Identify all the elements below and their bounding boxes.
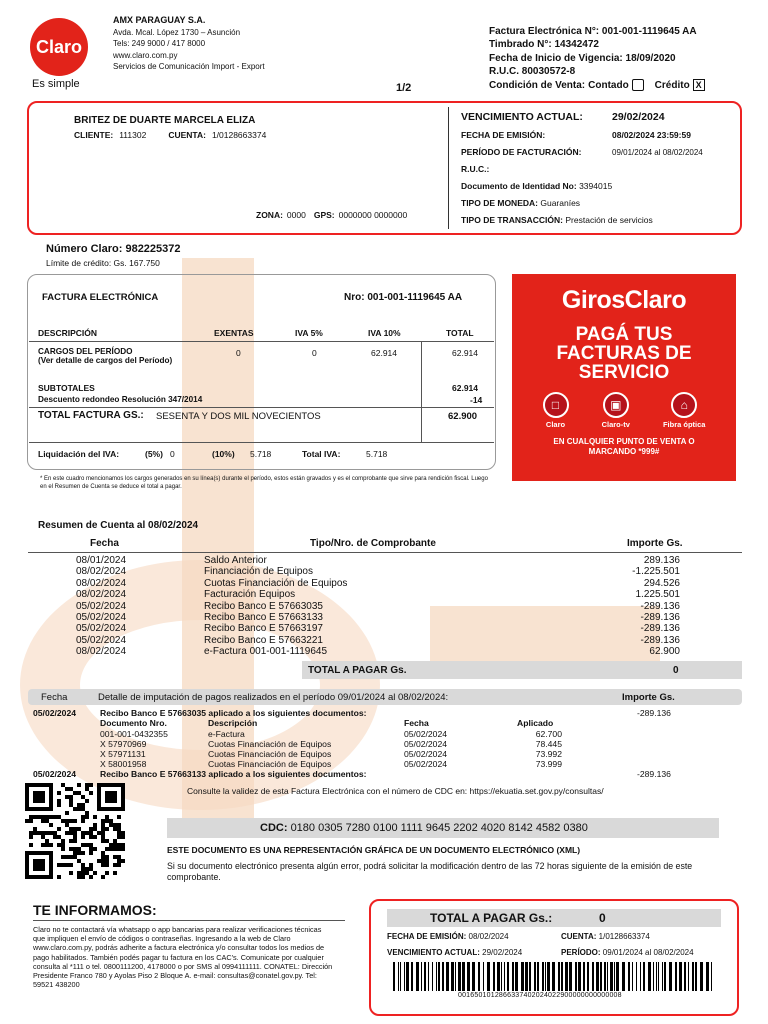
col-iva5: IVA 5% <box>295 328 323 338</box>
detalle-row <box>100 729 562 739</box>
detalle-row <box>100 739 562 749</box>
resumen-fecha: 08/02/2024 <box>76 577 127 589</box>
logo-text: Claro <box>35 36 82 57</box>
col-iva10: IVA 10% <box>368 328 401 338</box>
vencimiento-value: 29/02/2024 <box>612 111 665 123</box>
detalle-table <box>100 729 562 769</box>
ruc-label: R.U.C.: <box>461 164 490 174</box>
resumen-header-tipo: Tipo/Nro. de Comprobante <box>310 538 436 549</box>
detalle-row <box>100 759 562 769</box>
resumen-row <box>76 566 680 577</box>
detalle-r1-desc: Recibo Banco E 57663035 aplicado a los siguientes documentos: <box>100 708 367 718</box>
resumen-tipo: Recibo Banco E 57663221 <box>204 634 323 646</box>
factura-nro: Nro: 001-001-1119645 AA <box>344 292 463 303</box>
zona-value: 0000 <box>286 210 306 220</box>
resumen-row <box>76 646 680 657</box>
resumen-fecha: 05/02/2024 <box>76 612 127 624</box>
ad-brand: GirosClaro <box>561 286 687 314</box>
col-total: TOTAL <box>446 328 474 338</box>
resumen-row <box>76 623 680 634</box>
det-sub-aplicado: Aplicado <box>517 718 554 728</box>
resumen-tipo: Saldo Anterior <box>204 555 267 566</box>
factura-vline <box>421 341 422 442</box>
ad-headline-3: SERVICIO <box>578 362 670 383</box>
detalle-doc: X 57971131 <box>100 749 146 759</box>
descuento-label: Descuento redondeo Resolución 347/2014 <box>38 395 203 404</box>
resumen-fecha: 08/02/2024 <box>76 589 127 601</box>
customer-name: BRITEZ DE DUARTE MARCELA ELIZA <box>74 115 256 126</box>
det-sub-fecha: Fecha <box>404 718 429 728</box>
resumen-importe: -289.136 <box>640 600 680 612</box>
detalle-desc: e-Factura <box>208 729 245 739</box>
cargos-iva5: 0 <box>312 348 317 358</box>
resumen-fecha: 08/02/2024 <box>76 646 127 658</box>
detalle-title: Detalle de imputación de pagos realizados en el período 09/01/2024 al 08/02/2024: <box>98 692 449 703</box>
resumen-importe: 62.900 <box>649 646 680 658</box>
resumen-importe: -1.225.501 <box>632 566 680 578</box>
detalle-row <box>100 749 562 759</box>
subtotales-value: 62.914 <box>452 383 478 393</box>
detalle-r2-desc: Recibo Banco E 57663133 aplicado a los siguientes documentos: <box>100 769 367 779</box>
resumen-fecha: 08/01/2024 <box>76 555 127 566</box>
cargos-iva10: 62.914 <box>371 348 397 358</box>
moneda-value: Guaraníes <box>540 198 581 208</box>
transaccion-label: TIPO DE TRANSACCIÓN: <box>461 215 563 225</box>
informamos-body: Claro no te contactará vía whatsapp o app bancarias para realizar verificaciones técnicas que impliquen el envío de códigos o contraseñas. Ingresando a la web de Claro www.claro.com.py, podrás adherite a factura electrónica y/o consultar todos los medios de pago habilitados. También podés pagar tu factura en los CAC's. Comunicate por cualquier consulta al *111 o tel. 0800111200, 4178000 o por SMS al 0994111111. CONATEL: Dirección Presidente Franco 780 y Ayolas Piso 2 Bloque A. e-mail: consultas@conatel.gov.py. Tel: 59521 438200 <box>33 925 333 990</box>
stub-periodo-label: PERÍODO: <box>561 948 601 957</box>
cdc-consult: Consulte la validez de esta Factura Electrónica con el número de CDC en: https://ekuatia.set.gov.py/consultas/ <box>187 786 604 796</box>
liq5-value: 0 <box>170 449 175 459</box>
detalle-aplicado: 73.999 <box>535 759 562 769</box>
detalle-doc: 001-001-0432355 <box>100 729 168 739</box>
doc-label: Documento de Identidad No: <box>461 181 577 191</box>
timbrado: Timbrado N°: 14342472 <box>489 39 599 51</box>
zona-label: ZONA: <box>256 210 283 220</box>
emision-value: 08/02/2024 23:59:59 <box>612 130 691 140</box>
total-factura-words: SESENTA Y DOS MIL NOVECIENTOS <box>156 411 321 422</box>
resumen-tipo: Facturación Equipos <box>204 589 296 601</box>
resumen-hline <box>28 552 742 553</box>
resumen-row <box>76 635 680 646</box>
logo-tagline: Es simple <box>32 78 80 90</box>
resumen-row <box>76 589 680 600</box>
condicion-label: Condición de Venta: <box>489 79 586 91</box>
company-ruc: R.U.C. 80030572-8 <box>489 66 576 78</box>
ad-icon-label-claro: Claro <box>545 420 566 429</box>
resumen-tipo: Recibo Banco E 57663133 <box>204 612 323 624</box>
gps-value: 0000000 0000000 <box>338 210 408 220</box>
cargos-total: 62.914 <box>452 348 478 358</box>
cliente-label: CLIENTE: <box>74 130 114 140</box>
stub-total-label: TOTAL A PAGAR Gs.: <box>430 911 553 925</box>
cargos-sub: (Ver detalle de cargos del Período) <box>38 356 173 365</box>
ad-footer-2: MARCANDO *999# <box>588 447 660 456</box>
factura-hline-top <box>29 341 494 342</box>
detalle-header-fecha: Fecha <box>41 692 68 703</box>
cuenta-value: 1/0128663374 <box>211 130 267 140</box>
periodo-label: PERÍODO DE FACTURACIÓN: <box>461 147 582 157</box>
totaliva-label: Total IVA: <box>302 449 341 459</box>
gps-label: GPS: <box>313 210 335 220</box>
invoice-number: Factura Electrónica N°: 001-001-1119645 AA <box>489 26 697 37</box>
ad-icon-label-tv: Claro-tv <box>601 420 630 429</box>
resumen-tipo: Financiación de Equipos <box>204 566 313 578</box>
col-exentas: EXENTAS <box>214 328 254 338</box>
ad-footer-1: EN CUALQUIER PUNTO DE VENTA O <box>553 437 695 446</box>
detalle-doc: X 58001958 <box>100 759 147 769</box>
stub-cuenta-value: 1/0128663374 <box>598 932 650 941</box>
stub-cuenta-label: CUENTA: <box>561 932 597 941</box>
resumen-header-fecha: Fecha <box>90 538 119 549</box>
emision-label: FECHA DE EMISIÓN: <box>461 130 546 140</box>
footnote: * En este cuadro mencionamos los cargos generados en su línea(s) durante el período, estos están gravados y es el comprobante que sirve para rendición fiscal. Luego en el Resumen de Cuenta se deduce el total a pagar. <box>40 476 488 490</box>
detalle-desc: Cuotas Financiación de Equipos <box>208 739 332 749</box>
resumen-importe: 289.136 <box>643 555 680 566</box>
subtotales-label: SUBTOTALES <box>38 383 95 393</box>
total-factura-label: TOTAL FACTURA GS.: <box>38 410 144 421</box>
det-sub-desc: Descripción <box>208 718 258 728</box>
cargos-label: CARGOS DEL PERÍODO <box>38 347 133 356</box>
transaccion-value: Prestación de servicios <box>565 215 653 225</box>
page-number: 1/2 <box>396 82 412 94</box>
informamos-line <box>33 920 345 921</box>
moneda-label: TIPO DE MONEDA: <box>461 198 538 208</box>
stub-venc-value: 29/02/2024 <box>482 948 523 957</box>
resumen-importe: 1.225.501 <box>635 589 680 601</box>
resumen-total-value: 0 <box>673 665 679 676</box>
det-sub-doc: Documento Nro. <box>100 718 167 728</box>
company-web: www.claro.com.py <box>113 50 178 60</box>
stub-periodo-value: 09/01/2024 al 08/02/2024 <box>602 948 694 957</box>
company-address: Avda. Mcal. López 1730 – Asunción <box>113 27 241 37</box>
resumen-fecha: 05/02/2024 <box>76 623 127 635</box>
factura-title: FACTURA ELECTRÓNICA <box>42 292 159 303</box>
qr-code <box>25 783 125 879</box>
detalle-desc: Cuotas Financiación de Equipos <box>208 759 332 769</box>
detalle-r2-fecha: 05/02/2024 <box>33 769 77 779</box>
resumen-title: Resumen de Cuenta al 08/02/2024 <box>38 520 199 531</box>
ad-headline-2: FACTURAS DE <box>556 343 692 364</box>
stub-emision-label: FECHA DE EMISIÓN: <box>387 932 467 941</box>
resumen-row <box>76 601 680 612</box>
ad-headline-1: PAGÁ TUS <box>575 324 673 345</box>
factura-hline-bottom <box>29 442 494 443</box>
resumen-total-label: TOTAL A PAGAR Gs. <box>308 665 407 676</box>
factura-hline-mid <box>29 407 494 408</box>
claro-logo <box>30 18 88 76</box>
vigencia: Fecha de Inicio de Vigencia: 18/09/2020 <box>489 52 676 64</box>
periodo-value: 09/01/2024 al 08/02/2024 <box>612 148 703 157</box>
liq5-label: (5%) <box>145 449 163 459</box>
resumen-importe: -289.136 <box>640 623 680 635</box>
informamos-title: TE INFORMAMOS: <box>33 902 157 918</box>
detalle-fecha: 05/02/2024 <box>404 749 448 759</box>
tv-icon: ▣ <box>603 392 629 418</box>
stub-emision-value: 08/02/2024 <box>468 932 509 941</box>
resumen-table <box>76 555 680 658</box>
detalle-r1-importe: -289.136 <box>637 708 671 718</box>
company-tel: Tels: 249 9000 / 417 8000 <box>113 39 206 48</box>
giros-ad <box>512 274 736 481</box>
cliente-value: 111302 <box>119 130 147 140</box>
cdc-note: Si su documento electrónico presenta algún error, podrá solicitar la modificación dentro de las 72 horas siguiente de la emisión de este comprobante. <box>167 861 693 882</box>
barcode-number: 0016501012866337402024022900000000000008 <box>458 992 622 999</box>
cdc-rep: ESTE DOCUMENTO ES UNA REPRESENTACIÓN GRÁFICA DE UN DOCUMENTO ELECTRÓNICO (XML) <box>167 845 581 855</box>
detalle-aplicado: 78.445 <box>535 739 562 749</box>
col-descripcion: DESCRIPCIÓN <box>38 328 98 338</box>
resumen-importe: 294.526 <box>643 577 680 589</box>
cdc-value: 0180 0305 7280 0100 1111 9645 2202 4020 8142 4582 0380 <box>290 822 588 834</box>
contado-checkbox <box>632 79 644 91</box>
resumen-row <box>76 555 680 566</box>
liq-label: Liquidación del IVA: <box>38 449 120 459</box>
doc-value: 3394015 <box>579 181 613 191</box>
descuento-value: -14 <box>470 395 483 405</box>
resumen-fecha: 05/02/2024 <box>76 600 127 612</box>
resumen-fecha: 08/02/2024 <box>76 566 127 578</box>
phone-icon: □ <box>543 392 569 418</box>
company-services: Servicios de Comunicación Import - Export <box>113 62 265 71</box>
resumen-header-importe: Importe Gs. <box>627 538 683 549</box>
cdc-label: CDC: <box>260 822 288 834</box>
resumen-row <box>76 578 680 589</box>
resumen-tipo: Recibo Banco E 57663197 <box>204 623 323 635</box>
detalle-desc: Cuotas Financiación de Equipos <box>208 749 332 759</box>
factura-box <box>27 274 496 470</box>
barcode <box>393 962 718 991</box>
ad-icon-label-fibra: Fibra óptica <box>662 420 706 429</box>
resumen-row <box>76 612 680 623</box>
detalle-fecha: 05/02/2024 <box>404 739 448 749</box>
detalle-fecha: 05/02/2024 <box>404 729 448 739</box>
detalle-r1-fecha: 05/02/2024 <box>33 708 77 718</box>
stub-total-value: 0 <box>599 911 606 925</box>
credito-checkbox: X <box>693 79 705 91</box>
detalle-r2-importe: -289.136 <box>637 769 671 779</box>
total-factura-value: 62.900 <box>448 411 478 422</box>
detalle-doc: X 57970969 <box>100 739 147 749</box>
totaliva-value: 5.718 <box>366 449 388 459</box>
detalle-aplicado: 62.700 <box>535 729 562 739</box>
resumen-importe: -289.136 <box>640 634 680 646</box>
stub-venc-label: VENCIMIENTO ACTUAL: <box>387 948 480 957</box>
box-divider <box>448 107 449 229</box>
resumen-tipo: e-Factura 001-001-1119645 <box>204 646 328 658</box>
detalle-header-importe: Importe Gs. <box>622 692 675 703</box>
cuenta-label: CUENTA: <box>168 130 206 140</box>
detalle-aplicado: 73.992 <box>535 749 562 759</box>
company-name: AMX PARAGUAY S.A. <box>113 15 206 25</box>
resumen-tipo: Cuotas Financiación de Equipos <box>204 577 348 589</box>
liq10-value: 5.718 <box>250 449 272 459</box>
cargos-exentas: 0 <box>236 348 241 358</box>
vencimiento-label: VENCIMIENTO ACTUAL: <box>461 111 583 123</box>
numero-claro: Número Claro: 982225372 <box>46 243 181 255</box>
resumen-tipo: Recibo Banco E 57663035 <box>204 600 323 612</box>
contado-label: Contado <box>588 79 629 91</box>
limite-credito: Límite de crédito: Gs. 167.750 <box>46 258 160 268</box>
detalle-fecha: 05/02/2024 <box>404 759 448 769</box>
resumen-importe: -289.136 <box>640 612 680 624</box>
liq10-label: (10%) <box>212 449 235 459</box>
credito-label: Crédito <box>654 79 690 91</box>
resumen-fecha: 05/02/2024 <box>76 634 127 646</box>
home-icon: ⌂ <box>671 392 697 418</box>
